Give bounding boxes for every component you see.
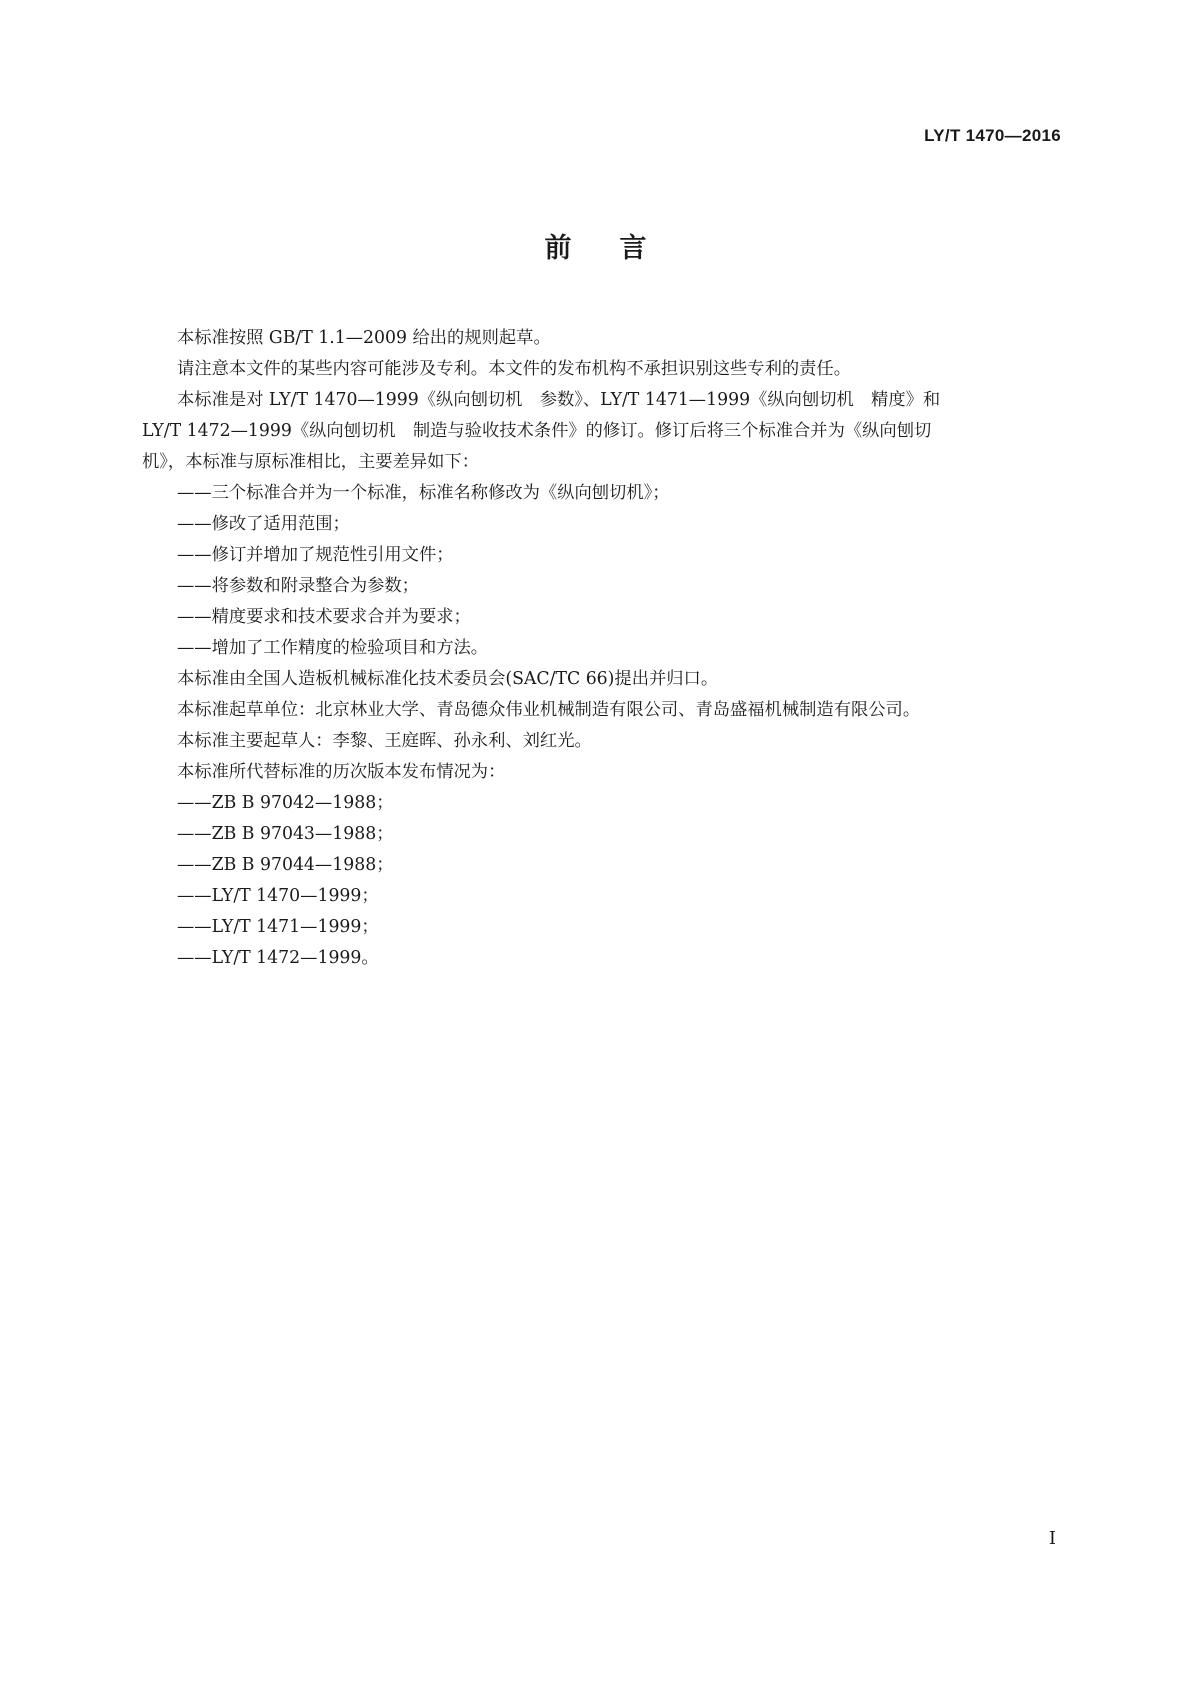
foreword-body (142, 323, 1072, 974)
paragraph-drafting-units: 本标准起草单位：北京林业大学、青岛德众伟业机械制造有限公司、青岛盛福机械制造有限公司。 (177, 700, 921, 720)
list-item: ——LY/T 1472—1999。 (177, 948, 379, 968)
paragraph-line: LY/T 1472—1999《纵向刨切机 制造与验收技术条件》的修订。修订后将三个标准合并为《纵向刨切 (142, 421, 932, 441)
changes-list (142, 478, 1072, 664)
list-item: ——LY/T 1470—1999； (177, 886, 379, 906)
list-item: ——ZB B 97044—1988； (177, 855, 394, 875)
paragraph-history-intro: 本标准所代替标准的历次版本发布情况为： (177, 762, 506, 782)
page-title: 前言 (544, 233, 695, 264)
paragraph-patent-notice: 请注意本文件的某些内容可能涉及专利。本文件的发布机构不承担识别这些专利的责任。 (177, 359, 851, 379)
page-number: I (1048, 1528, 1056, 1549)
list-item: ——增加了工作精度的检验项目和方法。 (177, 638, 489, 658)
paragraph-drafters: 本标准主要起草人：李黎、王庭晖、孙永利、刘红光。 (177, 731, 592, 751)
list-item: ——修改了适用范围； (177, 514, 350, 534)
paragraph-proposed-by: 本标准由全国人造板机械标准化技术委员会(SAC/TC 66)提出并归口。 (177, 669, 719, 689)
list-item: ——三个标准合并为一个标准，标准名称修改为《纵向刨切机》； (177, 483, 670, 503)
paragraph-line: 本标准是对 LY/T 1470—1999《纵向刨切机 参数》、LY/T 1471—1999《纵向刨切机 精度》和 (177, 390, 941, 410)
paragraph-line: 机》，本标准与原标准相比，主要差异如下： (142, 452, 479, 472)
paragraph-revision (142, 385, 1072, 478)
list-item: ——ZB B 97042—1988； (177, 793, 394, 813)
list-item: ——将参数和附录整合为参数； (177, 576, 419, 596)
standard-code: LY/T 1470—2016 (924, 126, 1061, 145)
list-item: ——精度要求和技术要求合并为要求； (177, 607, 471, 627)
list-item: ——ZB B 97043—1988； (177, 824, 394, 844)
paragraph-drafting-rules: 本标准按照 GB/T 1.1—2009 给出的规则起草。 (177, 328, 551, 348)
history-list (142, 788, 1072, 974)
list-item: ——LY/T 1471—1999； (177, 917, 379, 937)
list-item: ——修订并增加了规范性引用文件； (177, 545, 454, 565)
